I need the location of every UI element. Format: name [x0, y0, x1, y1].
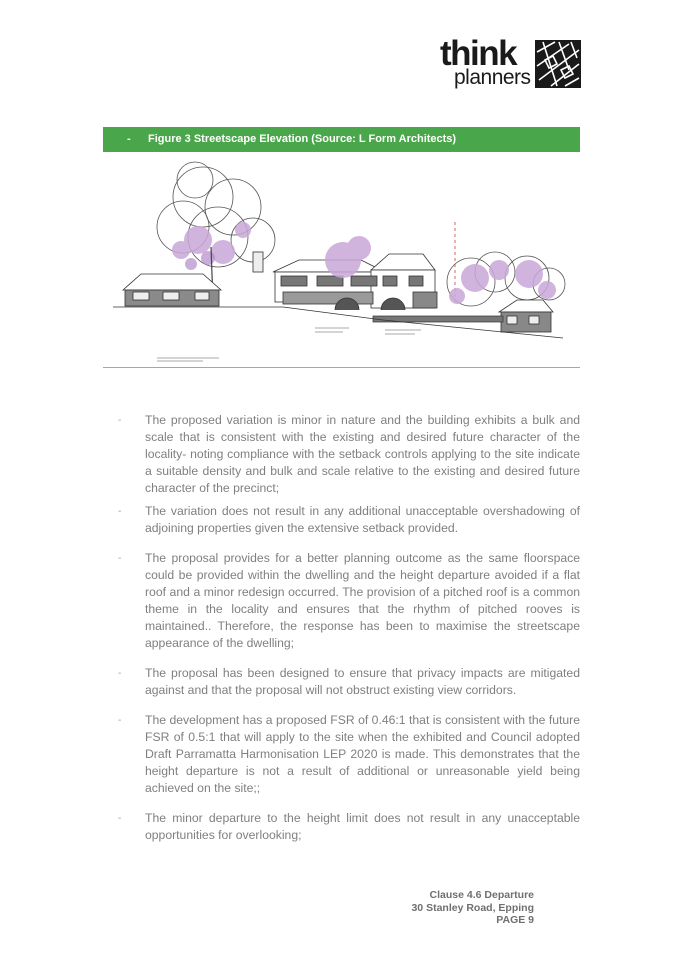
- logo-planners-text: planners: [454, 66, 531, 89]
- figure-bullet: -: [127, 133, 131, 145]
- page-footer: [411, 889, 534, 927]
- house-right: [499, 300, 553, 332]
- bullet-text: The proposal has been designed to ensure that privacy impacts are mitigated against and that the proposal will not obstruct existing view corridors.: [145, 666, 580, 697]
- page-number: PAGE 9: [496, 914, 534, 926]
- list-item: [118, 503, 580, 537]
- bullet-text: The variation does not result in any additional unacceptable overshadowing of adjoining properties given the extensive setback provided.: [145, 504, 580, 535]
- think-planners-logo: [440, 34, 582, 90]
- figure-caption-bar: [103, 127, 580, 152]
- justification-bullet-list: [118, 412, 580, 844]
- bullet-mark: -: [118, 553, 122, 564]
- streetscape-elevation-drawing: [103, 152, 580, 367]
- bullet-text: The proposal provides for a better planning outcome as the same floorspace could be provided within the dwelling and the height departure avoided if a flat roof and a minor redesign occurred. The provision of a pitched roof is a common theme in the locality and ensures that the rhythm of pitched rooves is maintained.. Therefore, the response has been to maximise the streetscape appearance of the dwelling;: [145, 551, 580, 650]
- logo-think-text: think: [440, 34, 517, 73]
- bullet-mark: -: [118, 415, 122, 426]
- logo-map-icon: [535, 40, 581, 88]
- bullet-text: The proposed variation is minor in nature and the building exhibits a bulk and scale that is consistent with the existing and desired future character of the locality- noting compliance with the setback controls applying to the site indicate a suitable density and bulk and scale relative to the existing and desired future character of the precinct;: [145, 413, 580, 495]
- figure-bottom-rule: [103, 367, 580, 368]
- list-item: [118, 712, 580, 797]
- footer-clause: Clause 4.6 Departure: [429, 889, 534, 901]
- figure-caption: Figure 3 Streetscape Elevation (Source: L Form Architects): [148, 133, 457, 145]
- list-item: [118, 810, 580, 844]
- list-item: [118, 665, 580, 699]
- footer-address: 30 Stanley Road, Epping: [411, 901, 534, 914]
- bullet-mark: -: [118, 668, 122, 679]
- bullet-text: The minor departure to the height limit does not result in any unacceptable opportunities for overlooking;: [145, 811, 580, 842]
- house-left: [123, 274, 221, 306]
- bullet-mark: -: [118, 506, 122, 517]
- bullet-mark: -: [118, 715, 122, 726]
- bullet-mark: -: [118, 813, 122, 824]
- bullet-text: The development has a proposed FSR of 0.46:1 that is consistent with the future FSR of 0.5:1 that will apply to the site when the exhibited and Council adopted Draft Parramatta Harmonisation LEP 2020 is made. This demonstrates that the height departure is not a result of additional or unreasonable yield being achieved on the site;;: [145, 713, 580, 795]
- list-item: [118, 550, 580, 652]
- list-item: [118, 412, 580, 497]
